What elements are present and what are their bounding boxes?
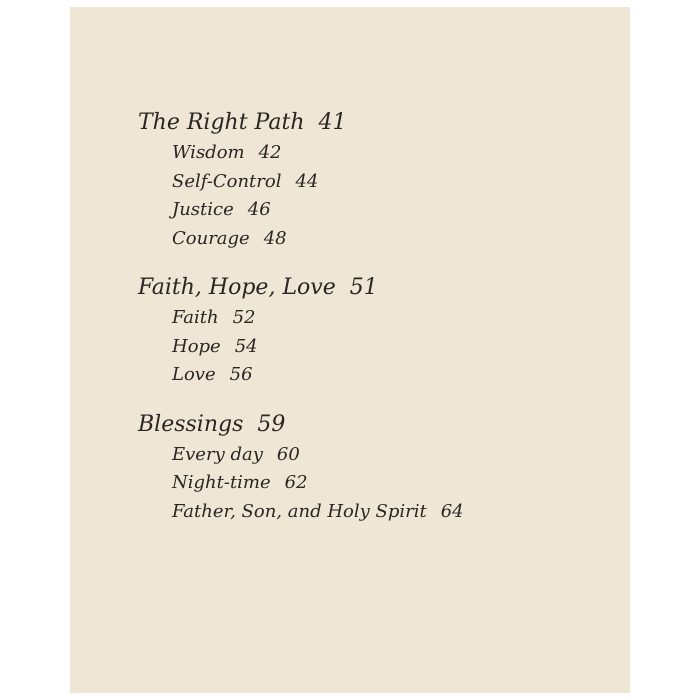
entry-title: Justice: [172, 199, 234, 220]
entry-title: Father, Son, and Holy Spirit: [172, 500, 427, 522]
toc-entry: [138, 333, 464, 362]
toc-section-right-path: [138, 107, 464, 253]
section-title: The Right Path: [138, 110, 305, 135]
section-page-number: 41: [318, 110, 347, 135]
entry-page-number: 46: [247, 199, 271, 220]
section-page-number: 51: [349, 275, 378, 300]
toc-entry: [138, 361, 464, 390]
toc-entry: [138, 469, 464, 498]
toc-entry: [138, 498, 464, 527]
entry-page-number: 56: [229, 364, 253, 385]
entry-title: Love: [172, 364, 216, 385]
section-page-number: 59: [257, 411, 286, 437]
entry-title: Self-Control: [172, 170, 282, 192]
toc-entry: [138, 139, 464, 168]
entry-page-number: 44: [295, 170, 319, 192]
toc-section-blessings: [138, 409, 464, 527]
entry-title: Faith: [172, 307, 219, 328]
entry-title: Night-time: [172, 472, 271, 493]
entry-page-number: 52: [232, 307, 256, 328]
entry-title: Courage: [172, 227, 250, 249]
entry-page-number: 42: [258, 142, 282, 163]
toc-entry: [138, 304, 464, 333]
entry-page-number: 54: [234, 335, 258, 357]
section-heading: [138, 272, 464, 304]
entry-page-number: 64: [440, 500, 464, 522]
section-title: Blessings: [138, 411, 244, 437]
toc-entry: [138, 168, 464, 197]
section-title: Faith, Hope, Love: [138, 275, 336, 300]
entry-title: Every day: [172, 443, 263, 465]
entry-title: Wisdom: [172, 142, 245, 163]
toc-entry: [138, 225, 464, 254]
entry-page-number: 62: [284, 472, 308, 493]
toc-entry: [138, 441, 464, 470]
table-of-contents: [138, 107, 464, 526]
toc-section-faith-hope-love: [138, 272, 464, 390]
entry-title: Hope: [172, 335, 221, 357]
toc-entry: [138, 196, 464, 225]
book-page: [70, 7, 630, 693]
entry-page-number: 48: [263, 227, 287, 249]
section-heading: [138, 409, 464, 441]
section-heading: [138, 107, 464, 139]
entry-page-number: 60: [276, 443, 300, 465]
